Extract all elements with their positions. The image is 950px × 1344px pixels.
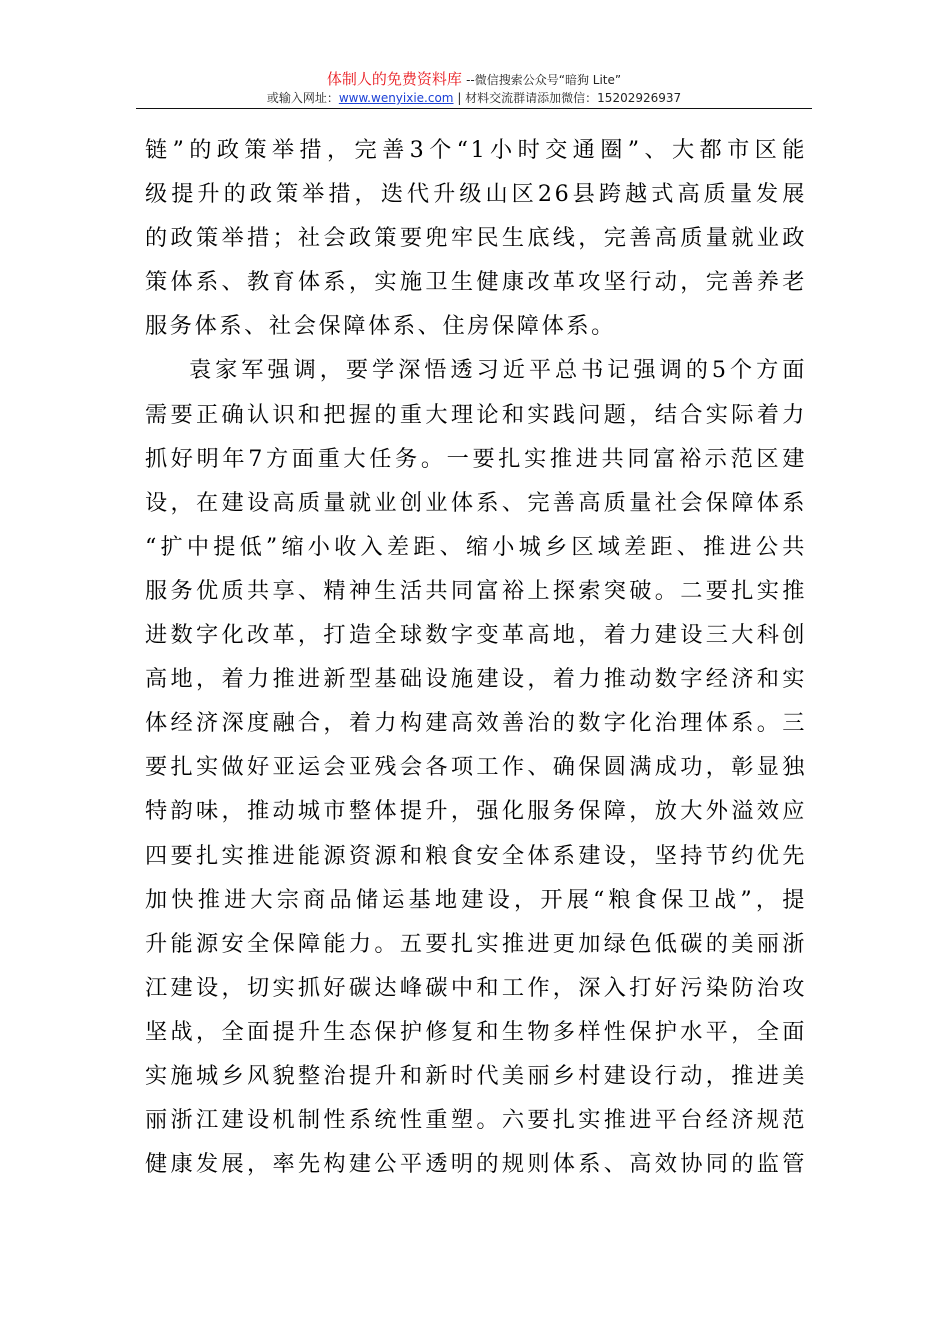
header-contact-line	[136, 90, 812, 107]
text-line: 服务体系、社会保障体系、住房保障体系。	[145, 313, 616, 340]
header-separator: |	[453, 91, 466, 105]
text-line: 江建设，切实抓好碳达峰碳中和工作，深入打好污染防治攻	[145, 974, 807, 1001]
text-line: 需要正确认识和把握的重大理论和实践问题，结合实际着力	[145, 401, 807, 428]
text-line: 升能源安全保障能力。五要扎实推进更加绿色低碳的美丽浙	[145, 930, 807, 957]
text-line: 链”的政策举措，完善3个“1小时交通圈”、大都市区能	[145, 137, 807, 163]
text-line: 特韵味，推动城市整体提升，强化服务保障，放大外溢效应	[145, 798, 807, 825]
text-line: 体经济深度融合，着力构建高效善治的数字化治理体系。三	[145, 710, 807, 737]
text-line: 丽浙江建设机制性系统性重塑。六要扎实推进平台经济规范	[145, 1107, 807, 1134]
text-line: 服务优质共享、精神生活共同富裕上探索突破。二要扎实推	[145, 577, 807, 604]
text-line: “扩中提低”缩小收入差距、缩小城乡区域差距、推进公共	[145, 533, 807, 560]
text-line: 加快推进大宗商品储运基地建设，开展“粮食保卫战”，提	[145, 886, 807, 913]
header-title-line	[136, 70, 812, 90]
text-line: 抓好明年7方面重大任务。一要扎实推进共同富裕示范区建	[145, 445, 807, 472]
header-url-link[interactable]: www.wenyixie.com	[338, 91, 454, 105]
paragraph-1	[145, 128, 807, 348]
document-body	[145, 128, 807, 1186]
text-line: 袁家军强调，要学深悟透习近平总书记强调的5个方面	[189, 357, 807, 384]
header-tagline: --微信搜索公众号“暗狗 Lite”	[466, 73, 622, 87]
text-line: 的政策举措；社会政策要兜牢民生底线，完善高质量就业政	[145, 225, 807, 252]
text-line: 设，在建设高质量就业创业体系、完善高质量社会保障体系	[145, 489, 807, 516]
text-line: 高地，着力推进新型基础设施建设，着力推动数字经济和实	[145, 666, 807, 693]
text-line: 策体系、教育体系，实施卫生健康改革攻坚行动，完善养老	[145, 269, 807, 296]
page-header	[136, 70, 812, 107]
paragraph-2	[145, 348, 807, 1186]
header-url-prefix: 或输入网址：	[266, 91, 339, 105]
text-line: 实施城乡风貌整治提升和新时代美丽乡村建设行动，推进美	[145, 1062, 807, 1089]
text-line: 健康发展，率先构建公平透明的规则体系、高效协同的监管	[145, 1151, 807, 1178]
text-line: 级提升的政策举措，迭代升级山区26县跨越式高质量发展	[145, 181, 807, 208]
text-line: 四要扎实推进能源资源和粮食安全体系建设，坚持节约优先	[145, 842, 807, 869]
text-line: 要扎实做好亚运会亚残会各项工作、确保圆满成功，彰显独	[145, 754, 807, 781]
header-contact: 材料交流群请添加微信：15202926937	[465, 91, 682, 105]
text-line: 坚战，全面提升生态保护修复和生物多样性保护水平，全面	[145, 1018, 807, 1045]
header-brand: 体制人的免费资料库	[326, 70, 462, 88]
text-line: 进数字化改革，打造全球数字变革高地，着力建设三大科创	[145, 622, 807, 649]
header-divider	[136, 108, 812, 109]
